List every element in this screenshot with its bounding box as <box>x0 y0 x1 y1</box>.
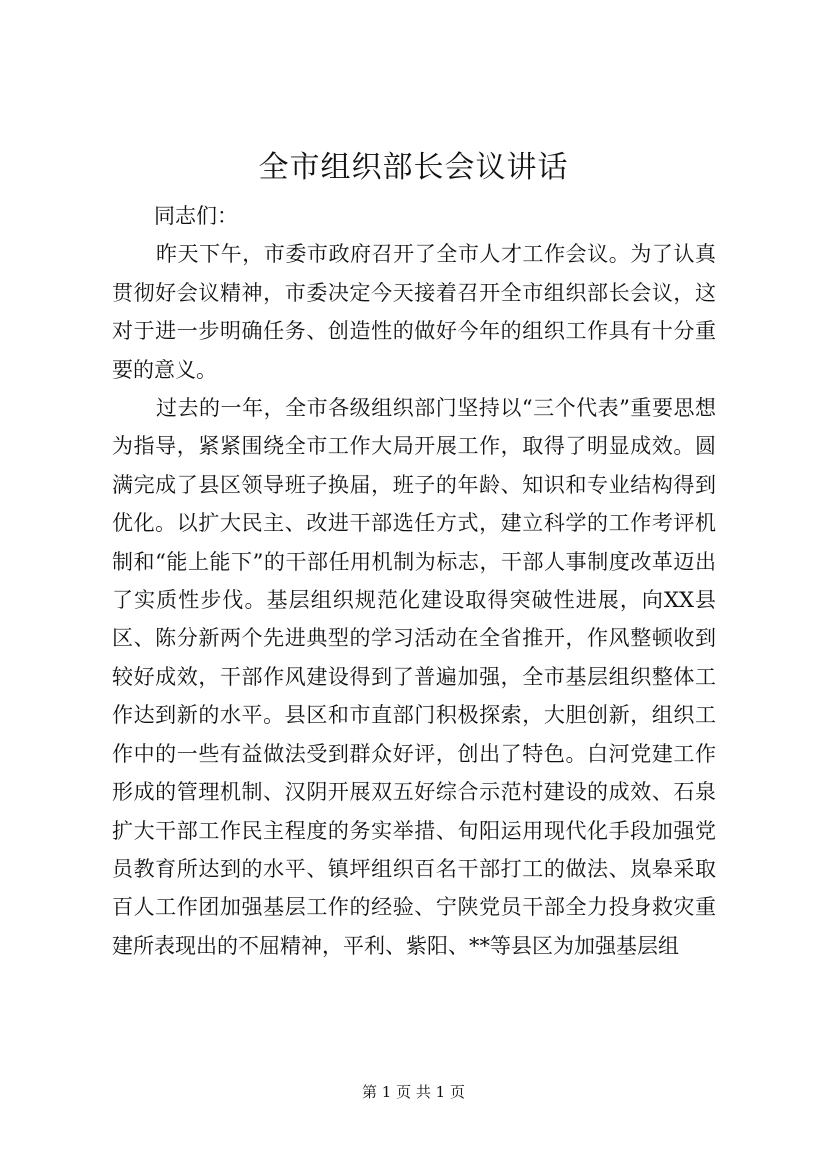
document-body <box>112 197 716 965</box>
page-number-footer: 第 1 页 共 1 页 <box>362 1083 465 1101</box>
paragraph-2: 过去的一年，全市各级组织部门坚持以“三个代表”重要思想为指导，紧紧围绕全市工作大局开展工作，取得了明显成效。圆满完成了县区领导班子换届，班子的年龄、知识和专业结构得到优化。以扩大民主、改进干部选任方式，建立科学的工作考评机制和“能上能下”的干部任用机制为标志，干部人事制度改革迈出了实质性步伐。基层组织规范化建设取得突破性进展，向XX县区、陈分新两个先进典型的学习活动在全省推开，作风整顿收到较好成效，干部作风建设得到了普遍加强，全市基层组织整体工作达到新的水平。县区和市直部门积极探索，大胆创新，组织工作中的一些有益做法受到群众好评，创出了特色。白河党建工作形成的管理机制、汉阴开展双五好综合示范村建设的成效、石泉扩大干部工作民主程度的务实举措、旬阳运用现代化手段加强党员教育所达到的水平、镇坪组织百名干部打工的做法、岚皋采取百人工作团加强基层工作的经验、宁陕党员干部全力投身救灾重建所表现出的不屈精神，平利、紫阳、**等县区为加强基层组 <box>112 396 716 958</box>
document-title: 全市组织部长会议讲话 <box>258 150 569 185</box>
paragraph-1: 昨天下午，市委市政府召开了全市人才工作会议。为了认真贯彻好会议精神，市委决定今天接着召开全市组织部长会议，这对于进一步明确任务、创造性的做好今年的组织工作具有十分重要的意义。 <box>112 242 716 382</box>
salutation: 同志们： <box>154 204 238 228</box>
